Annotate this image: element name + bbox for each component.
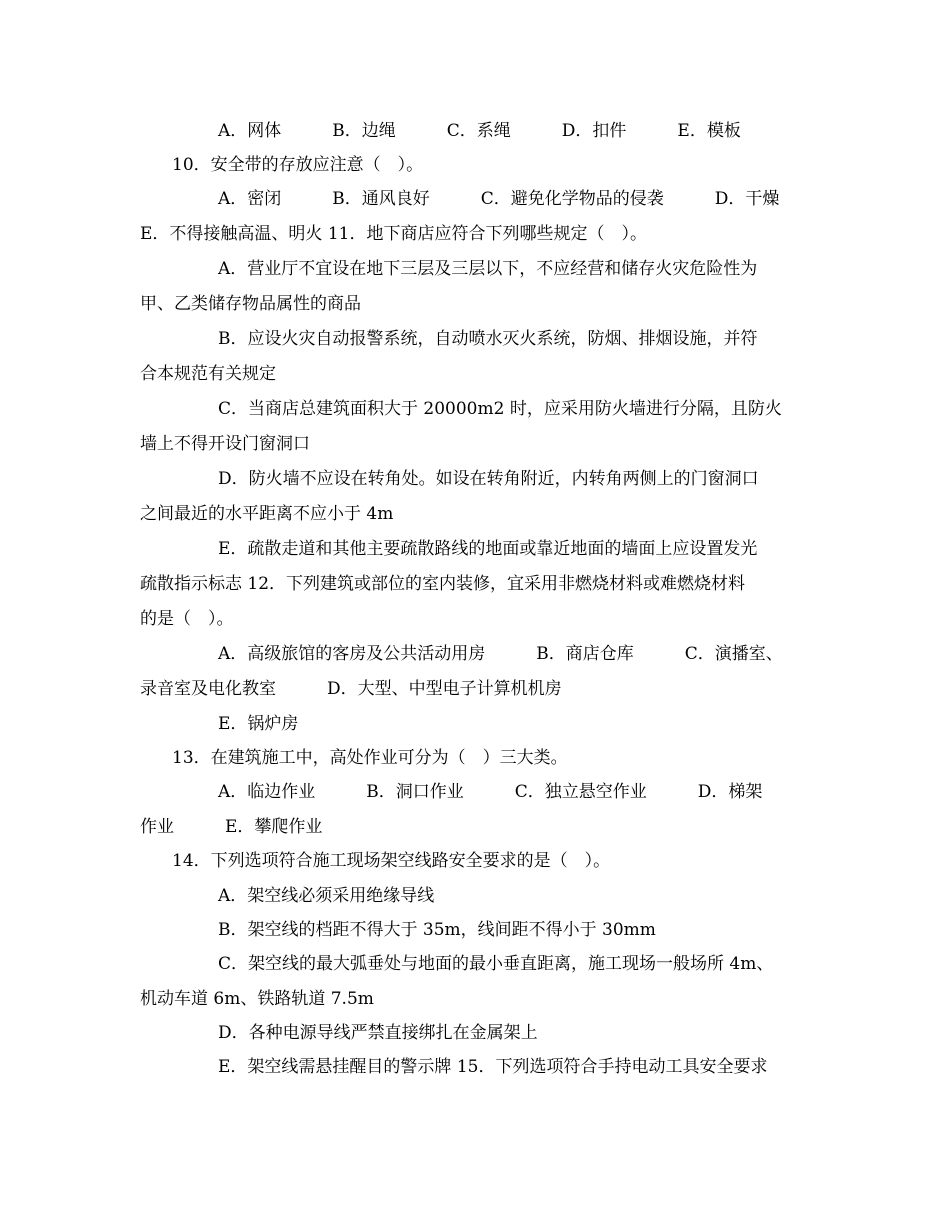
text-line-options-12-1: A．高级旅馆的客房及公共活动用房 B．商店仓库 C．演播室、 [218, 644, 783, 664]
question-14: 14．下列选项符合施工现场架空线路安全要求的是（ ）。 [172, 851, 611, 871]
text-line-14e-question-15: E．架空线需悬挂醒目的警示牌 15．下列选项符合手持电动工具安全要求 [218, 1057, 768, 1077]
text-line-11a-1: A．营业厅不宜设在地下三层及三层以下，不应经营和储存火灾危险性为 [218, 259, 758, 279]
text-line-option-10e-question-11: E．不得接触高温、明火 11．地下商店应符合下列哪些规定（ ）。 [140, 224, 647, 244]
text-line-14d: D．各种电源导线严禁直接绑扎在金属架上 [218, 1023, 538, 1043]
text-line-options-13-2: 作业 E．攀爬作业 [140, 817, 323, 837]
text-line-question-12-end: 的是（ ）。 [140, 609, 234, 629]
question-13: 13．在建筑施工中，高处作业可分为（ ）三大类。 [172, 748, 568, 768]
text-line-14a: A．架空线必须采用绝缘导线 [218, 886, 435, 906]
text-line-11e-1: E．疏散走道和其他主要疏散路线的地面或靠近地面的墙面上应设置发光 [218, 539, 758, 559]
question-10: 10．安全带的存放应注意（ ）。 [172, 155, 424, 175]
text-line-11b-1: B．应设火灾自动报警系统，自动喷水灭火系统，防烟、排烟设施，并符 [218, 329, 758, 349]
text-line-11c-2: 墙上不得开设门窗洞口 [140, 434, 310, 454]
text-line-11d-1: D．防火墙不应设在转角处。如设在转角附近，内转角两侧上的门窗洞口 [218, 469, 759, 489]
text-line-options-10: A．密闭 B．通风良好 C．避免化学物品的侵袭 D．干燥 [218, 189, 780, 209]
text-line-14c-2: 机动车道 6m、铁路轨道 7.5m [140, 989, 374, 1009]
text-line-options-9: A．网体 B．边绳 C．系绳 D．扣件 E．模板 [218, 121, 741, 141]
text-line-14b: B．架空线的档距不得大于 35m，线间距不得小于 30mm [218, 920, 656, 940]
text-line-11d-2: 之间最近的水平距离不应小于 4m [140, 504, 394, 524]
text-line-11b-2: 合本规范有关规定 [140, 364, 276, 384]
text-line-11e-2-question-12: 疏散指示标志 12．下列建筑或部位的室内装修，宜采用非燃烧材料或难燃烧材料 [140, 574, 746, 594]
text-line-options-12-2: 录音室及电化教室 D．大型、中型电子计算机机房 [140, 679, 562, 699]
text-line-option-12e: E．锅炉房 [218, 714, 299, 734]
text-line-14c-1: C．架空线的最大弧垂处与地面的最小垂直距离，施工现场一般场所 4m、 [218, 954, 774, 974]
text-line-11a-2: 甲、乙类储存物品属性的商品 [140, 294, 361, 314]
text-line-options-13-1: A．临边作业 B．洞口作业 C．独立悬空作业 D．梯架 [218, 782, 763, 802]
text-line-11c-1: C．当商店总建筑面积大于 20000m2 时，应采用防火墙进行分隔，且防火 [218, 399, 782, 419]
